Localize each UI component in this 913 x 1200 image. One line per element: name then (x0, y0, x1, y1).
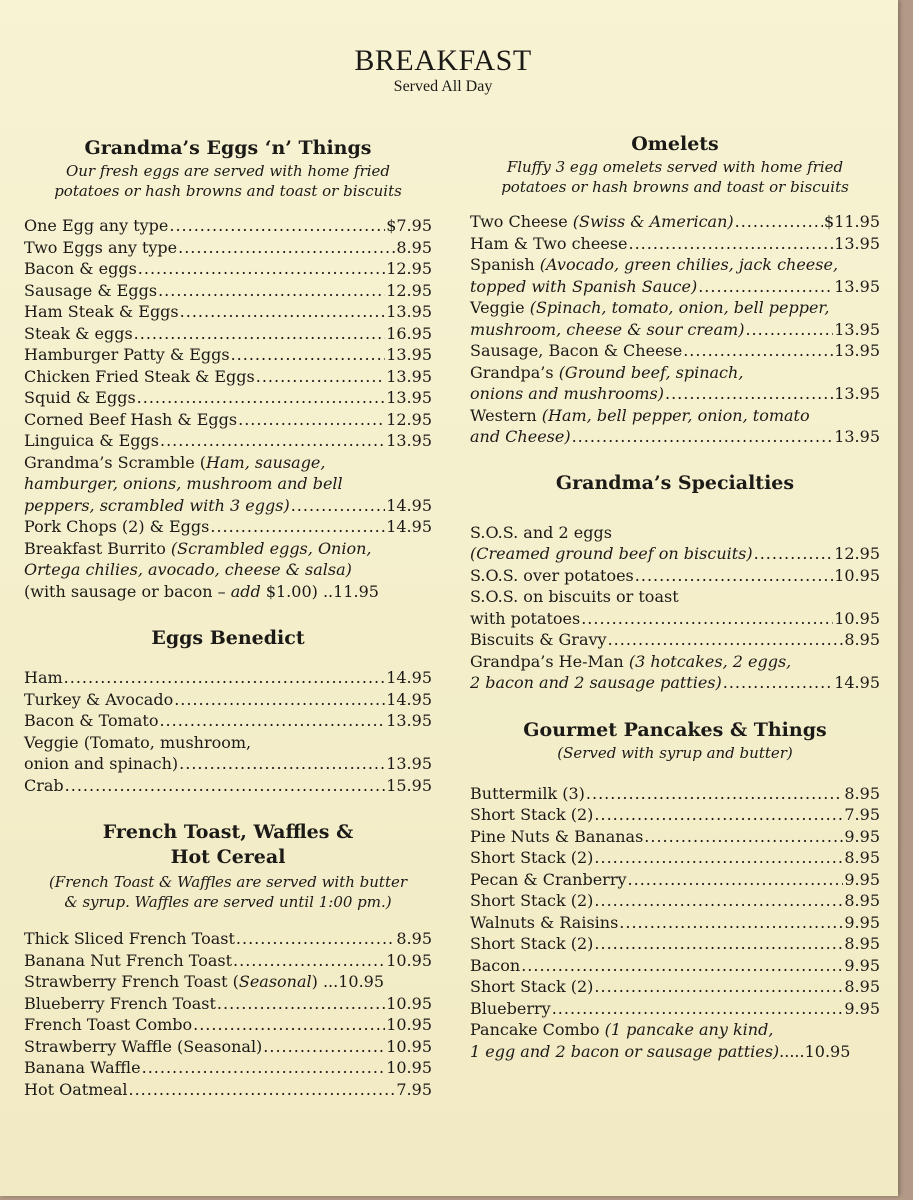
menu-item (470, 998, 880, 1020)
item-name: S.O.S. and 2 eggs (470, 522, 612, 542)
item-name: Hot Oatmeal (24, 1079, 128, 1099)
specialties-section (470, 471, 880, 694)
menu-item-breakfast-burrito (24, 538, 432, 603)
menu-item-western (470, 405, 880, 448)
item-price: 9.95 (844, 955, 880, 975)
item-name: Pine Nuts & Bananas (470, 826, 644, 846)
pancakes-section-title: Gourmet Pancakes & Things (523, 718, 827, 741)
item-price: 13.95 (386, 431, 432, 450)
dot-leader (291, 495, 386, 517)
item-price: 14.95 (386, 495, 432, 515)
item-note: (Ground beef, spinach, (558, 362, 744, 382)
menu-item (470, 847, 880, 869)
item-name: Bacon (470, 955, 521, 975)
menu-item (24, 667, 432, 689)
item-note: and Cheese) (470, 427, 571, 446)
dot-leader (698, 276, 833, 298)
item-name: Pork Chops (2) & Eggs (24, 517, 210, 536)
item-price: $7.95 (386, 216, 432, 235)
item-price: 11.95 (333, 581, 379, 601)
item-note: onion and spinach) (24, 754, 179, 773)
item-price: 13.95 (386, 302, 432, 321)
dot-leader (723, 672, 833, 694)
item-price: 10.95 (386, 1036, 432, 1056)
french-desc-line-2: & syrup. Waffles are served until 1:00 pm.) (64, 893, 392, 911)
french-section-description (24, 872, 432, 912)
menu-item-sos-2-eggs (470, 522, 880, 565)
item-name: Pancake Combo (470, 1020, 605, 1039)
item-note: mushroom, cheese & sour cream) (470, 319, 745, 339)
french-items (24, 928, 432, 971)
item-name: Breakfast Burrito (24, 538, 171, 558)
right-column (470, 132, 880, 1062)
french-section-title (24, 820, 432, 870)
item-note: (with sausage or bacon – (24, 581, 231, 601)
item-price: 10.95 (386, 1015, 432, 1034)
dot-leader (552, 998, 844, 1020)
menu-item (24, 387, 432, 409)
dot-leader (142, 1057, 386, 1079)
item-price: 10.95 (834, 565, 880, 585)
item-name: Thick Sliced French Toast (24, 929, 235, 948)
item-price: 15.95 (386, 775, 432, 795)
dot-leader (586, 783, 843, 805)
item-note: (3 hotcakes, 2 eggs, (628, 651, 792, 671)
item-price: 8.95 (396, 929, 432, 948)
item-name: Strawberry Waffle (Seasonal) (24, 1036, 263, 1056)
item-name: Grandpa’s He-Man (470, 651, 629, 671)
menu-item (470, 955, 880, 977)
dot-leader (128, 1079, 395, 1101)
item-name: Chicken Fried Steak & Eggs (24, 366, 255, 386)
item-note: $1.00) .. (260, 581, 334, 601)
item-name: Steak & eggs (24, 323, 133, 343)
item-note: Seasonal (238, 972, 312, 991)
dot-leader (665, 383, 833, 405)
eggs-section-description (24, 161, 432, 201)
item-name: Ham Steak & Eggs (24, 302, 179, 321)
pancakes-section-description: (Served with syrup and butter) (557, 743, 793, 762)
item-name: Sausage & Eggs (24, 280, 158, 300)
item-name: Turkey & Avocado (24, 689, 174, 709)
dot-leader (628, 233, 833, 255)
benedict-section (24, 626, 432, 796)
item-note: 2 bacon and 2 sausage patties) (470, 673, 722, 692)
item-name: Banana Nut French Toast (24, 950, 233, 970)
dot-leader (594, 890, 843, 912)
item-price: 8.95 (844, 783, 880, 803)
item-name: Biscuits & Gravy (470, 630, 607, 649)
menu-item (24, 689, 432, 711)
dot-leader (180, 301, 386, 323)
item-name: Short Stack (2) (470, 848, 594, 867)
dot-leader (160, 430, 385, 452)
item-price: 14.95 (834, 673, 880, 692)
menu-item-grandpas-omelet (470, 362, 880, 405)
menu-item (24, 993, 432, 1015)
french-title-line-1: French Toast, Waffles & (102, 821, 354, 843)
item-price: 8.95 (844, 848, 880, 867)
dot-leader (263, 1036, 385, 1058)
item-name: Veggie (Tomato, mushroom, (24, 732, 252, 752)
dot-leader (210, 516, 385, 538)
item-name: Blueberry (470, 998, 551, 1018)
menu-item (24, 950, 432, 972)
menu-item (470, 890, 880, 912)
menu-item (470, 804, 880, 826)
item-name: Strawberry French Toast ( (24, 972, 239, 991)
pancake-items (470, 783, 880, 1020)
item-name: Buttermilk (3) (470, 783, 585, 803)
item-note: hamburger, onions, mushroom and bell (24, 474, 343, 493)
menu-item (24, 258, 432, 280)
item-price: 13.95 (834, 427, 880, 446)
dot-leader (635, 565, 833, 587)
item-name: French Toast Combo (24, 1015, 193, 1034)
french-desc-line-1: (French Toast & Waffles are served with butter (48, 873, 408, 891)
item-price: 13.95 (386, 366, 432, 386)
menu-item (24, 366, 432, 388)
item-name: Walnuts & Raisins (470, 912, 619, 932)
item-name: Blueberry French Toast (24, 993, 216, 1013)
menu-item (24, 344, 432, 366)
item-price: 13.95 (386, 754, 432, 773)
dot-leader (169, 215, 385, 237)
dot-leader (594, 804, 843, 826)
item-price: 13.95 (834, 233, 880, 253)
menu-item-he-man (470, 651, 880, 694)
item-name: Ham (24, 668, 63, 687)
item-name: Hamburger Patty & Eggs (24, 345, 230, 364)
item-price: 13.95 (834, 319, 880, 339)
menu-item-sausage-bacon-cheese (470, 340, 880, 362)
item-name: Two Eggs any type (24, 237, 178, 257)
menu-item-spanish (470, 254, 880, 297)
item-name: Ham & Two cheese (470, 233, 628, 253)
dot-leader (683, 340, 833, 362)
item-name: Grandma’s Scramble ( (24, 452, 207, 472)
dot-leader (594, 847, 843, 869)
menu-item (24, 928, 432, 950)
dot-leader (65, 775, 386, 797)
menu-item (470, 976, 880, 998)
item-name: Short Stack (2) (470, 891, 594, 910)
item-name: Short Stack (2) (470, 977, 594, 996)
dot-leader (217, 993, 385, 1015)
item-price: 10.95 (804, 1041, 851, 1061)
item-price: 8.95 (396, 237, 432, 257)
menu-item-ham-two-cheese (470, 233, 880, 255)
item-price: 14.95 (386, 668, 432, 687)
item-name: Spanish (470, 255, 540, 274)
dot-leader (193, 1014, 385, 1036)
item-name: Banana Waffle (24, 1058, 141, 1077)
item-name: Short Stack (2) (470, 934, 594, 953)
item-name: Short Stack (2) (470, 805, 594, 824)
dot-leader (134, 323, 386, 345)
item-name: One Egg any type (24, 216, 169, 235)
item-price: 9.95 (844, 912, 880, 932)
dot-leader (735, 211, 823, 233)
eggs-items (24, 215, 432, 452)
item-price: 7.95 (396, 1079, 432, 1099)
omelets-desc-line-1: Fluffy 3 egg omelets served with home fried (506, 158, 844, 176)
menu-item-omelet-veggie (470, 297, 880, 340)
menu-item (24, 323, 432, 345)
item-name: Bacon & Tomato (24, 711, 159, 730)
item-note: ) ... (311, 972, 339, 991)
item-price: 13.95 (834, 276, 880, 296)
item-price: 13.95 (386, 388, 432, 407)
left-column (24, 136, 432, 1100)
item-price: 9.95 (844, 826, 880, 846)
menu-item-strawberry-french-toast (24, 971, 432, 993)
item-name: Linguica & Eggs (24, 431, 159, 450)
dot-leader (238, 409, 385, 431)
menu-item (470, 869, 880, 891)
dot-leader (159, 710, 385, 732)
item-price: 10.95 (386, 950, 432, 970)
menu-item (24, 1036, 432, 1058)
item-price: 10.95 (834, 608, 880, 628)
dot-leader (754, 543, 834, 565)
menu-item (24, 710, 432, 732)
item-note: (Ham, bell pepper, onion, tomato (541, 405, 810, 425)
item-price: 10.95 (338, 972, 385, 991)
item-price: 10.95 (386, 993, 432, 1013)
item-note: topped with Spanish Sauce) (470, 276, 698, 296)
menu-item (24, 280, 432, 302)
item-note: (Spinach, tomato, onion, bell pepper, (529, 298, 830, 317)
french-toast-section (24, 820, 432, 1100)
menu-item (24, 301, 432, 323)
menu-item-pancake-combo (470, 1019, 880, 1062)
omelets-section-title: Omelets (631, 133, 719, 155)
menu-item-grandmas-scramble (24, 452, 432, 517)
item-note: onions and mushrooms) (470, 384, 664, 403)
menu-item (24, 237, 432, 259)
item-price: 8.95 (844, 630, 880, 649)
menu-item (24, 409, 432, 431)
item-price: 10.95 (386, 1058, 432, 1077)
item-price: 9.95 (844, 998, 880, 1018)
dot-leader (581, 608, 833, 630)
item-name: Grandpa’s (470, 362, 559, 382)
item-note: 1 egg and 2 bacon or sausage patties) (470, 1041, 780, 1061)
item-name: Corned Beef Hash & Eggs (24, 409, 238, 429)
item-price: 9.95 (844, 869, 880, 889)
page-title: BREAKFAST (354, 44, 532, 77)
dot-leader (179, 753, 385, 775)
item-note: (Scrambled eggs, Onion, (170, 538, 372, 558)
eggs-section-title: Grandma’s Eggs ‘n’ Things (84, 137, 372, 159)
menu-item-pork-chops (24, 516, 432, 538)
item-name: S.O.S. on biscuits or toast (470, 587, 679, 606)
item-name: Two Cheese (470, 212, 573, 231)
menu-item-two-cheese (470, 211, 880, 233)
page-subtitle: Served All Day (393, 78, 493, 95)
item-price: 12.95 (386, 409, 432, 429)
item-price: 13.95 (834, 384, 880, 403)
menu-item (470, 783, 880, 805)
item-price: 12.95 (834, 544, 880, 563)
menu-item (24, 215, 432, 237)
french-items-more (24, 993, 432, 1101)
dot-leader (64, 667, 386, 689)
dot-leader (608, 629, 844, 651)
dot-leader (158, 280, 385, 302)
item-price: 13.95 (386, 345, 432, 364)
item-price: 14.95 (386, 689, 432, 709)
menu-item-benedict-veggie (24, 732, 432, 775)
dot-leader (745, 319, 833, 341)
menu-item (24, 430, 432, 452)
item-name: S.O.S. over potatoes (470, 565, 634, 585)
item-name: Squid & Eggs (24, 388, 136, 407)
menu-item (470, 912, 880, 934)
benedict-section-title: Eggs Benedict (151, 627, 305, 649)
item-note: ..... (779, 1041, 805, 1061)
dot-leader (233, 950, 385, 972)
item-name: Veggie (470, 298, 530, 317)
item-price: 16.95 (386, 323, 432, 343)
item-note: with potatoes (470, 608, 581, 628)
dot-leader (644, 826, 843, 848)
item-name: Sausage, Bacon & Cheese (470, 341, 683, 360)
item-name: Western (470, 405, 542, 425)
item-price: 13.95 (834, 341, 880, 360)
item-name: Bacon & eggs (24, 259, 137, 278)
item-note: (Swiss & American) (572, 212, 734, 231)
dot-leader (256, 366, 385, 388)
item-note: add (230, 581, 261, 601)
menu-item-sos-biscuits (470, 586, 880, 629)
eggs-section (24, 136, 432, 602)
item-note: (Avocado, green chilies, jack cheese, (539, 255, 839, 274)
specialties-section-title: Grandma’s Specialties (555, 471, 795, 494)
item-note: (Creamed ground beef on biscuits) (470, 544, 753, 563)
item-price: 8.95 (844, 891, 880, 910)
menu-item (24, 1057, 432, 1079)
dot-leader (137, 387, 386, 409)
omelets-desc-line-2: potatoes or hash browns and toast or biscuits (501, 178, 849, 196)
menu-item (470, 933, 880, 955)
item-note: Ham, sausage, (206, 452, 326, 472)
item-name: Crab (24, 775, 64, 795)
dot-leader (521, 955, 843, 977)
dot-leader (231, 344, 386, 366)
item-price: $11.95 (824, 212, 880, 231)
item-note: peppers, scrambled with 3 eggs) (24, 495, 290, 515)
omelets-section-description (470, 157, 880, 197)
dot-leader (236, 928, 395, 950)
item-price: 13.95 (386, 711, 432, 730)
item-price: 14.95 (386, 517, 432, 536)
menu-item (24, 1079, 432, 1101)
item-note: Ortega chilies, avocado, cheese & salsa) (24, 560, 352, 579)
dot-leader (594, 933, 843, 955)
item-price: 8.95 (844, 977, 880, 996)
omelets-section (470, 132, 880, 448)
dot-leader (174, 689, 385, 711)
item-price: 8.95 (844, 934, 880, 953)
eggs-desc-line-2: potatoes or hash browns and toast or biscuits (54, 182, 402, 200)
benedict-items (24, 667, 432, 732)
dot-leader (178, 237, 395, 259)
item-note: (1 pancake any kind, (604, 1020, 774, 1039)
menu-item (24, 1014, 432, 1036)
menu-item-crab (24, 775, 432, 797)
dot-leader (619, 912, 843, 934)
french-title-line-2: Hot Cereal (170, 846, 286, 868)
item-price: 12.95 (386, 259, 432, 278)
dot-leader (572, 426, 834, 448)
dot-leader (594, 976, 843, 998)
item-name: Pecan & Cranberry (470, 869, 627, 889)
menu-item (470, 826, 880, 848)
pancakes-section (470, 718, 880, 1063)
item-price: 12.95 (386, 280, 432, 300)
menu-item-sos-potatoes (470, 565, 880, 587)
dot-leader (628, 869, 844, 891)
item-price: 7.95 (844, 805, 880, 824)
menu-item-biscuits-gravy (470, 629, 880, 651)
dot-leader (138, 258, 385, 280)
eggs-desc-line-1: Our fresh eggs are served with home fried (65, 162, 391, 180)
